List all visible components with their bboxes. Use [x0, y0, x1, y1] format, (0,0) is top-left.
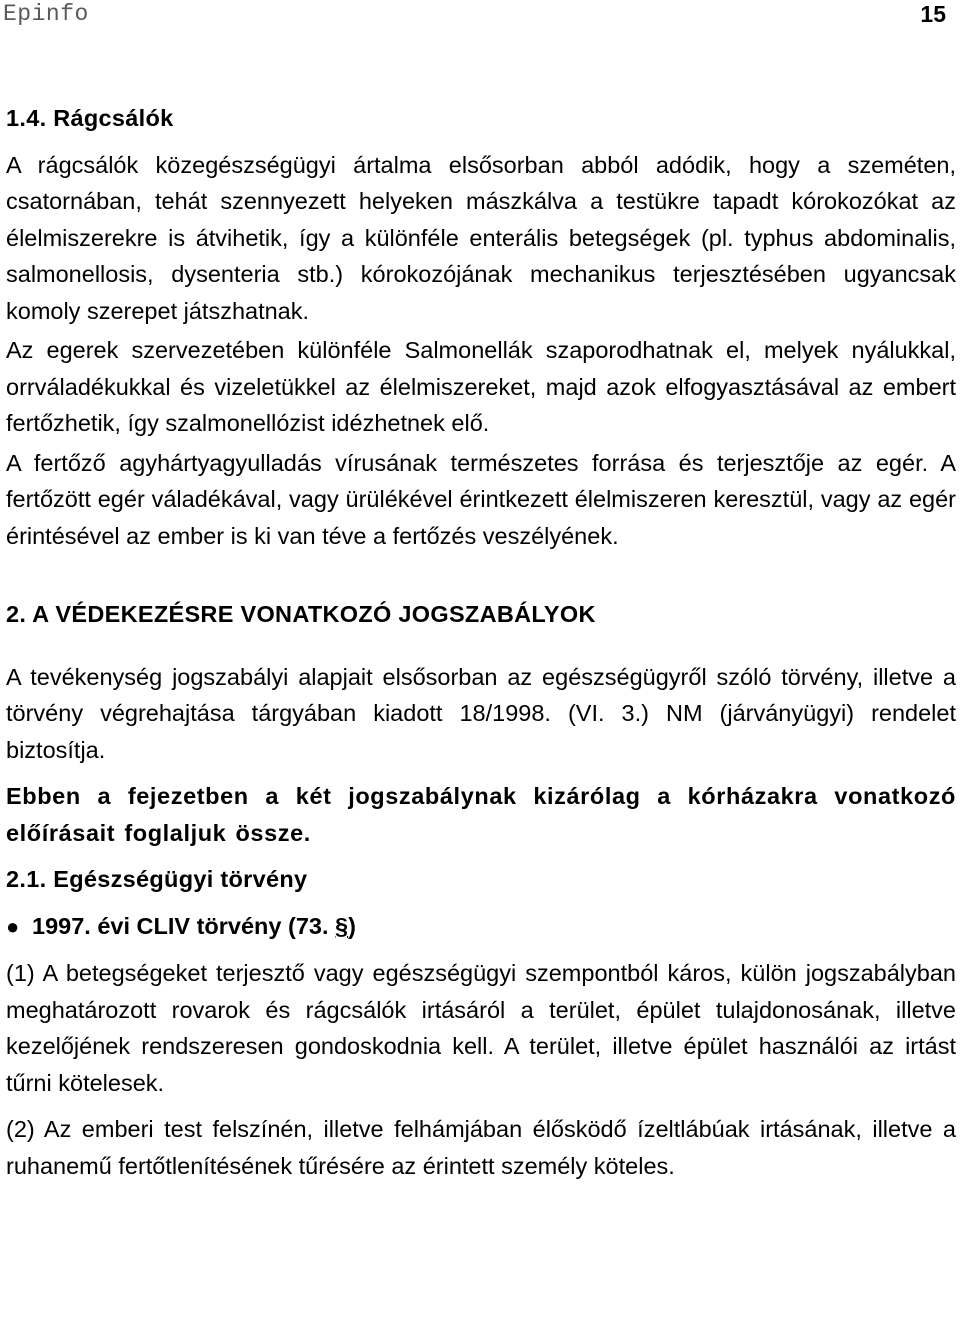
- section-heading-rodents: 1.4. Rágcsálók: [6, 105, 174, 131]
- page-number: 15: [920, 1, 946, 27]
- law-reference: [32, 908, 356, 945]
- paragraph-regulations-1: A tevékenység jogszabályi alapjait elsősorban az egészségügyről szóló törvény, illetve a törvény végrehajtása tárgyában kiadott 18/1998. (VI. 3.) NM (járványügyi) rendelet biztosítja.: [6, 663, 956, 763]
- law-paragraph-2: (2) Az emberi test felszínén, illetve felhámjában élősködő ízeltlábúak irtásának, illetve a ruhanemű fertőtlenítésének tűrésére az érintett személy köteles.: [6, 1116, 956, 1179]
- document-body: [6, 100, 956, 1184]
- section-heading-regulations: 2. A VÉDEKEZÉSRE VONATKOZÓ JOGSZABÁLYOK: [6, 601, 596, 627]
- paragraph-rodents-1: A rágcsálók közegészségügyi ártalma elsősorban abból adódik, hogy a szeméten, csatornában, tehát szennyezett helyeken mászkálva a testükre tapadt kórokozókat az élelmiszerekre is átvihetik, így a különféle enterális betegségek (pl. typhus abdominalis, salmonellosis, dysenteria stb.) kórokozójának mechanikus terjesztésében ugyancsak komoly szerepet játszhatnak.: [6, 151, 956, 324]
- law-reference-text: 1997. évi CLIV törvény (73.: [32, 912, 336, 939]
- section-sign: §: [335, 912, 349, 939]
- paragraph-rodents-3: A fertőző agyhártyagyulladás vírusának természetes forrása és terjesztője az egér. A fertőzött egér váladékával, vagy ürülékével érintkezett élelmiszeren keresztül, vagy az egér érintésével az ember is ki van téve a fertőzés veszélyének.: [6, 449, 956, 549]
- subsection-heading-health-law: 2.1. Egészségügyi törvény: [6, 866, 308, 892]
- bullet-icon: ●: [6, 913, 20, 939]
- paragraph-rodents-2: Az egerek szervezetében különféle Salmonellák szaporodhatnak el, melyek nyálukkal, orrváladékukkal és vizeletükkel az élelmiszereket, majd azok elfogyasztásával az embert fertőzhetik, így szalmonellózist idézhetnek elő.: [6, 337, 956, 436]
- header-title: Epinfo: [3, 1, 89, 27]
- law-paragraph-1: (1) A betegségeket terjesztő vagy egészségügyi szempontból káros, külön jogszabályban meghatározott rovarok és rágcsálók irtásáról a terület, épület tulajdonosának, illetve kezelőjének rendszeresen gondoskodnia kell. A terület, illetve épület használói az irtást tűrni kötelesek.: [6, 960, 956, 1096]
- paragraph-regulations-2: Ebben a fejezetben a két jogszabálynak kizárólag a kórházakra vonatkozó előírásait foglaljuk össze.: [6, 783, 956, 846]
- page-header: [0, 0, 960, 28]
- law-bullet-item: [6, 908, 956, 946]
- law-reference-close: ): [348, 912, 356, 939]
